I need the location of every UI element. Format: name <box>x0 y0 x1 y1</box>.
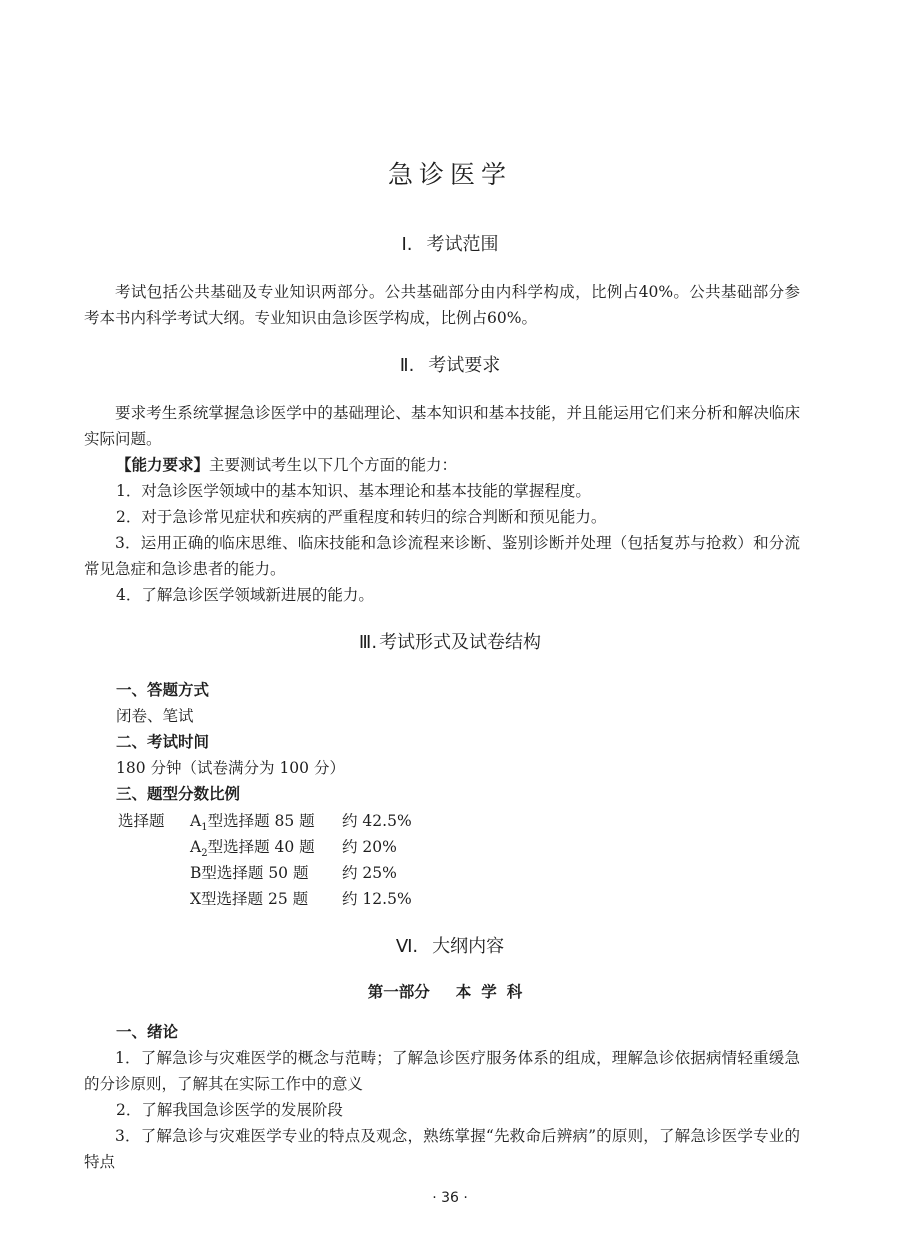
ability-item: 4．了解急诊医学领域新进展的能力。 <box>116 586 374 604</box>
question-type-percent: 约 42.5% <box>342 812 412 830</box>
section-heading-requirements <box>0 351 900 377</box>
section-title: 考试要求 <box>428 355 501 376</box>
section-number: Ⅰ. <box>401 234 413 255</box>
format-answer-value: 闭卷、笔试 <box>116 707 194 725</box>
ability-item: 3．运用正确的临床思维、临床技能和急诊流程来诊断、鉴别诊断并处理（包括复苏与抢救）和分流常见急症和急诊患者的能力。 <box>84 534 800 578</box>
section-heading-format <box>0 628 900 654</box>
outline-item: 3．了解急诊与灾难医学专业的特点及观念，熟练掌握“先救命后辨病”的原则，了解急诊医学专业的特点 <box>84 1127 800 1171</box>
section-title: 大纲内容 <box>432 936 505 957</box>
section-title: 考试形式及试卷结构 <box>379 632 542 653</box>
format-heading-ratio: 三、题型分数比例 <box>116 784 241 803</box>
section-number: Ⅲ. <box>358 632 378 653</box>
question-type-percent: 约 25% <box>342 864 397 882</box>
format-heading-time: 二、考试时间 <box>116 732 210 751</box>
question-type-row: X型选择题 25 题 <box>190 890 309 908</box>
section-title: 考试范围 <box>426 234 499 255</box>
outline-item: 2．了解我国急诊医学的发展阶段 <box>116 1101 343 1119</box>
section-number: Ⅵ. <box>395 936 419 957</box>
question-category: 选择题 <box>118 812 165 830</box>
page-number: · 36 · <box>432 1190 468 1206</box>
requirements-intro: 要求考生系统掌握急诊医学中的基础理论、基本知识和基本技能，并且能运用它们来分析和解决临床实际问题。 <box>84 404 800 448</box>
section-number: Ⅱ. <box>399 355 415 376</box>
outline-item: 1．了解急诊与灾难医学的概念与范畴；了解急诊医疗服务体系的组成，理解急诊依据病情轻重缓急的分诊原则，了解其在实际工作中的意义 <box>84 1049 800 1093</box>
ability-label: 【能力要求】 <box>116 455 210 474</box>
part-subject: 本学科 <box>455 982 533 1001</box>
page-title: 急诊医学 <box>387 160 512 189</box>
format-heading-answer: 一、答题方式 <box>116 680 210 699</box>
ability-line <box>116 452 457 478</box>
ability-item: 2．对于急诊常见症状和疾病的严重程度和转归的综合判断和预见能力。 <box>116 508 607 526</box>
question-type-row: B型选择题 50 题 <box>190 864 309 882</box>
outline-heading-intro: 一、绪论 <box>116 1022 179 1041</box>
part-label: 第一部分 <box>367 982 430 1001</box>
question-type-percent: 约 12.5% <box>342 890 412 908</box>
ability-text: 主要测试考生以下几个方面的能力： <box>209 456 458 474</box>
section-heading-outline <box>0 932 900 958</box>
section-heading-scope <box>0 230 900 256</box>
format-time-value: 180 分钟（试卷满分为 100 分） <box>116 759 345 777</box>
ability-item: 1．对急诊医学领域中的基本知识、基本理论和基本技能的掌握程度。 <box>116 482 591 500</box>
question-type-row: $A_1$型选择题 85 题 <box>190 812 315 834</box>
scope-paragraph: 考试包括公共基础及专业知识两部分。公共基础部分由内科学构成，比例占40%。公共基础部分参考本书内科学考试大纲。专业知识由急诊医学构成，比例占60%。 <box>84 283 800 327</box>
question-type-percent: 约 20% <box>342 838 397 856</box>
part-heading <box>0 980 900 1002</box>
question-type-row: $A_2$型选择题 40 题 <box>190 838 315 860</box>
